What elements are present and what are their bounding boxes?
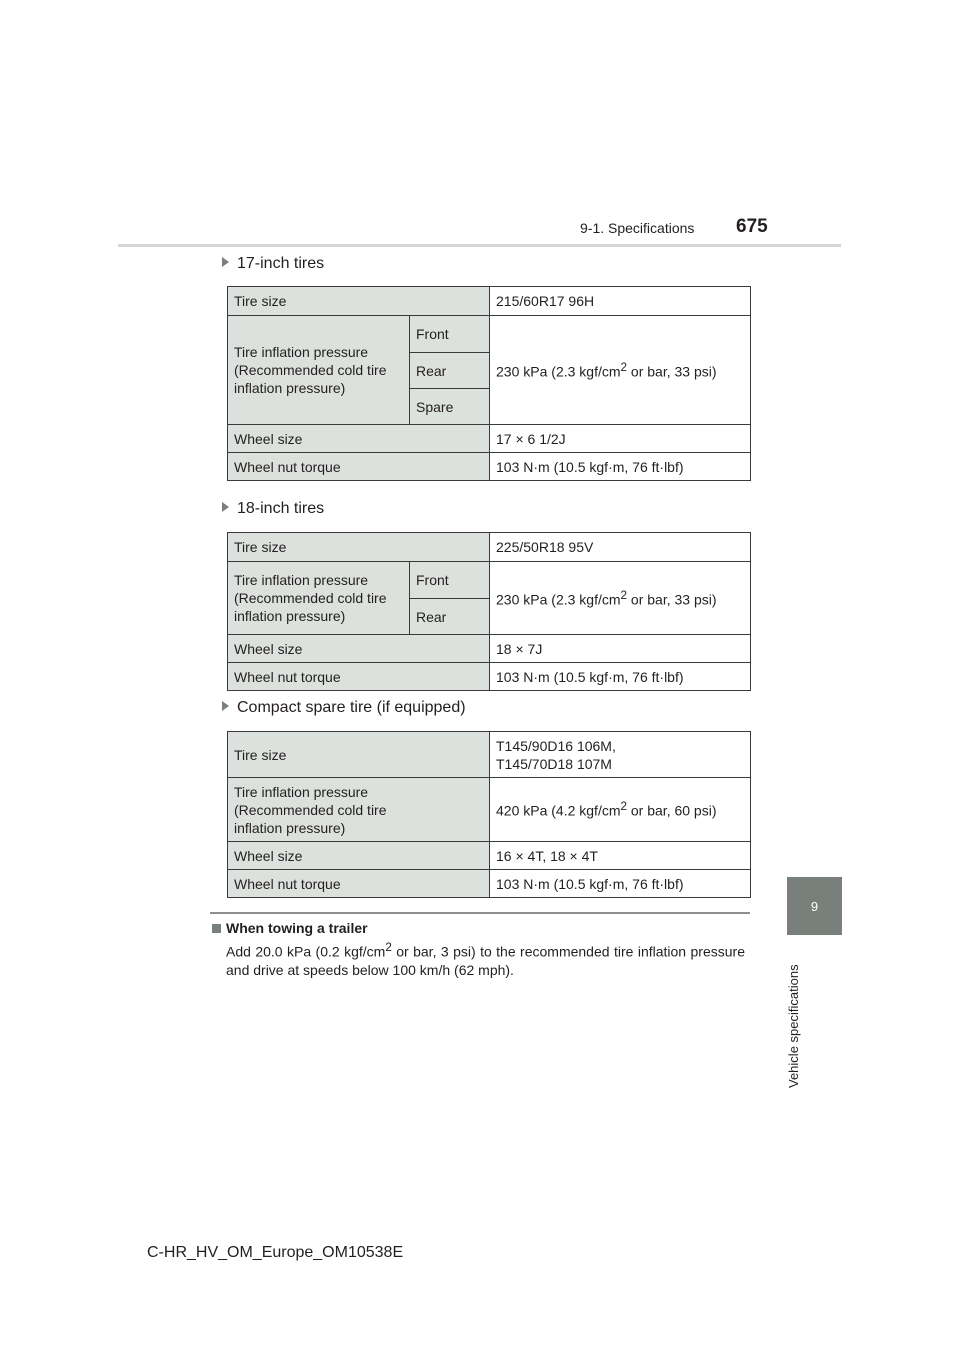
position-rear: Rear xyxy=(410,353,490,389)
tire-size-label: Tire size xyxy=(228,287,490,316)
nut-torque-label: Wheel nut torque xyxy=(228,663,490,691)
position-front: Front xyxy=(410,562,490,599)
section-title: 9-1. Specifications xyxy=(580,220,695,236)
table-row xyxy=(228,425,751,453)
tire-size-label: Tire size xyxy=(228,732,490,778)
nut-torque-value: 103 N·m (10.5 kgf·m, 76 ft·lbf) xyxy=(490,453,751,481)
position-rear: Rear xyxy=(410,599,490,635)
pressure-value xyxy=(490,778,751,842)
table-row xyxy=(228,316,751,353)
table-row xyxy=(228,562,751,599)
table-row xyxy=(228,287,751,316)
pressure-label: Tire inflation pressure (Recommended cold tire inflation pressure) xyxy=(228,778,490,842)
document-id: C-HR_HV_OM_Europe_OM10538E xyxy=(147,1244,404,1261)
tire-size-value: 215/60R17 96H xyxy=(490,287,751,316)
table-row xyxy=(228,870,751,898)
note-title xyxy=(212,920,368,936)
arrow-right-icon xyxy=(222,701,229,711)
spec-table-17-inch xyxy=(227,286,751,481)
table-row xyxy=(228,732,751,778)
heading-17-inch xyxy=(222,255,324,273)
square-bullet-icon xyxy=(212,924,221,933)
wheel-size-label: Wheel size xyxy=(228,842,490,870)
note-divider xyxy=(210,912,750,914)
pressure-value xyxy=(490,316,751,425)
position-spare: Spare xyxy=(410,389,490,425)
heading-text: 17-inch tires xyxy=(237,255,325,272)
spec-table-18-inch xyxy=(227,532,751,691)
table-row xyxy=(228,453,751,481)
tire-size-line-2: T145/70D18 107M xyxy=(496,755,612,772)
heading-text: 18-inch tires xyxy=(237,500,325,517)
wheel-size-label: Wheel size xyxy=(228,635,490,663)
pressure-value-tail: or bar, 60 psi) xyxy=(627,802,717,819)
table-row xyxy=(228,533,751,562)
chapter-label-wrap xyxy=(786,942,802,1088)
note-body xyxy=(226,939,745,979)
pressure-value-text: 230 kPa (2.3 kgf/cm xyxy=(496,363,621,380)
pressure-value-text: 420 kPa (4.2 kgf/cm xyxy=(496,802,621,819)
pressure-value-sup: 2 xyxy=(620,588,628,602)
heading-compact-spare xyxy=(222,699,466,717)
tire-size-value: 225/50R18 95V xyxy=(490,533,751,562)
pressure-value-text: 230 kPa (2.3 kgf/cm xyxy=(496,591,621,608)
nut-torque-value: 103 N·m (10.5 kgf·m, 76 ft·lbf) xyxy=(490,870,751,898)
table-row xyxy=(228,663,751,691)
pressure-value-tail: or bar, 33 psi) xyxy=(627,591,717,608)
page-number: 675 xyxy=(736,216,768,237)
tire-size-label: Tire size xyxy=(228,533,490,562)
table-row xyxy=(228,842,751,870)
nut-torque-value: 103 N·m (10.5 kgf·m, 76 ft·lbf) xyxy=(490,663,751,691)
arrow-right-icon xyxy=(222,257,229,267)
position-front: Front xyxy=(410,316,490,353)
arrow-right-icon xyxy=(222,502,229,512)
pressure-value-sup: 2 xyxy=(620,360,628,374)
pressure-label: Tire inflation pressure (Recommended cold tire inflation pressure) xyxy=(228,316,410,425)
pressure-value xyxy=(490,562,751,635)
heading-18-inch xyxy=(222,500,324,518)
chapter-number: 9 xyxy=(810,898,819,914)
chapter-tab xyxy=(787,877,842,935)
note-text-after: or bar, 3 psi) to the recommended tire inflation pressure and drive at speeds below 100 km/h (62 mph). xyxy=(226,943,745,978)
note-text-before: Add 20.0 kPa (0.2 kgf/cm xyxy=(226,943,386,960)
tire-size-value xyxy=(490,732,751,778)
spec-table-compact-spare xyxy=(227,731,751,898)
chapter-label: Vehicle specifications xyxy=(786,964,801,1088)
wheel-size-label: Wheel size xyxy=(228,425,490,453)
nut-torque-label: Wheel nut torque xyxy=(228,453,490,481)
pressure-value-sup: 2 xyxy=(620,800,627,814)
wheel-size-value: 17 × 6 1/2J xyxy=(490,425,751,453)
nut-torque-label: Wheel nut torque xyxy=(228,870,490,898)
tire-size-line-1: T145/90D16 106M, xyxy=(496,737,616,754)
wheel-size-value: 16 × 4T, 18 × 4T xyxy=(490,842,751,870)
pressure-label: Tire inflation pressure (Recommended cold tire inflation pressure) xyxy=(228,562,410,635)
heading-text: Compact spare tire (if equipped) xyxy=(237,699,466,716)
note-title-text: When towing a trailer xyxy=(226,920,368,936)
pressure-value-tail: or bar, 33 psi) xyxy=(627,363,717,380)
note-sup: 2 xyxy=(385,941,392,954)
header-divider xyxy=(118,244,841,247)
table-row xyxy=(228,635,751,663)
wheel-size-value: 18 × 7J xyxy=(490,635,751,663)
table-row xyxy=(228,778,751,842)
